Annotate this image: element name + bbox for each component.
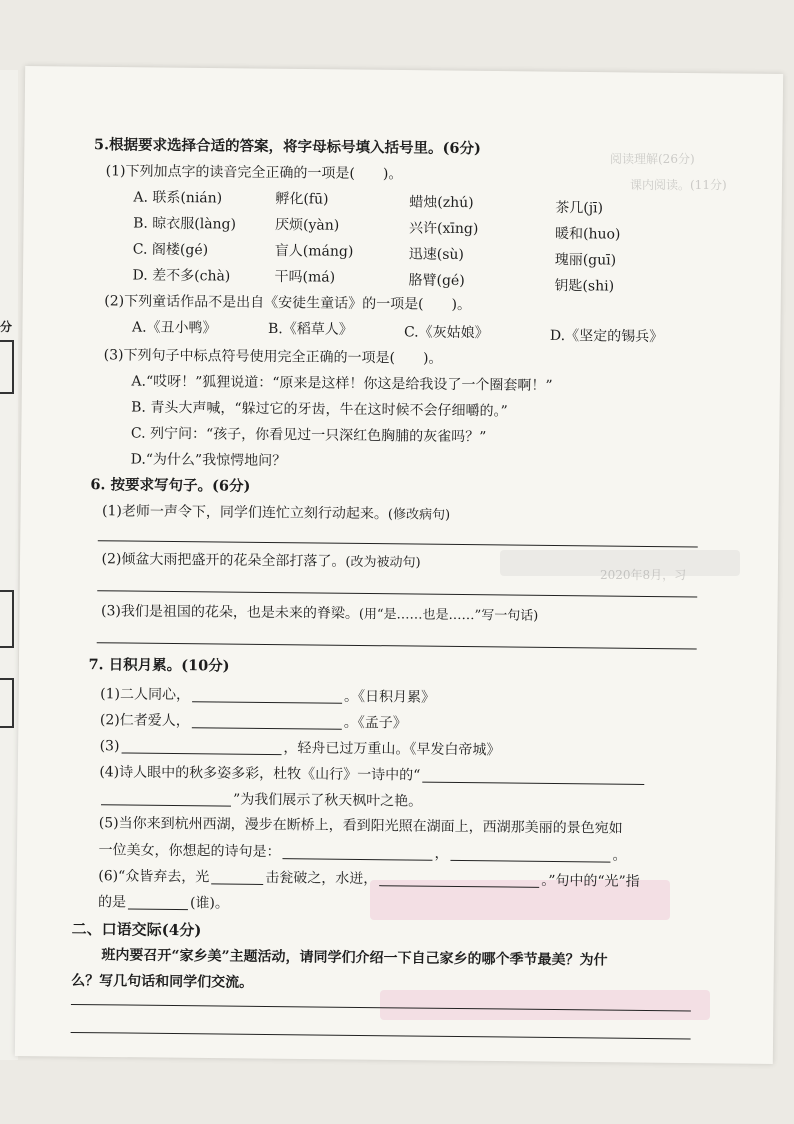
q5-sub2: (2)下列童话作品不是出自《安徒生童话》的一项是( )。 — [104, 293, 472, 314]
q5-option-c4: 瑰丽(guī) — [554, 251, 617, 269]
q7-item2-source: 。《孟子》 — [343, 714, 407, 732]
q5-sub1: (1)下列加点字的读音完全正确的一项是( )。 — [105, 163, 403, 183]
oral-prompt-line2: 么？写几句话和同学们交流。 — [71, 972, 254, 991]
fill-blank[interactable] — [101, 790, 231, 806]
q7-item5-text: 一位美女，你想起的诗句是： — [98, 842, 281, 861]
q7-item5-end: 。 — [612, 847, 627, 864]
fill-blank[interactable] — [121, 738, 281, 755]
q6-sentence1-hint: (修改病句) — [387, 507, 451, 523]
q6-sentence2-hint: (改为被动句) — [345, 554, 421, 571]
oral-prompt-line1: 班内要召开“家乡美”主题活动，请同学们介绍一下自己家乡的哪个季节最美？为什 — [101, 947, 608, 969]
margin-box — [0, 678, 14, 728]
q7-item3-text: (3) — [99, 738, 120, 755]
fill-blank[interactable] — [450, 846, 610, 863]
fill-blank[interactable] — [282, 844, 432, 861]
q7-item6-mid: 击瓮破之，水迸， — [265, 869, 378, 888]
fill-blank[interactable] — [192, 713, 342, 730]
q7-item6-end: 。”句中的“光”指 — [541, 872, 640, 890]
q5-sub3-option-c: C. 列宁问：“孩子，你看见过一只深红色胸脯的灰雀吗？” — [130, 425, 487, 446]
q5-option-a3: 蜡烛(zhú) — [409, 194, 474, 212]
q5-option-b3: 兴许(xīng) — [408, 220, 479, 238]
q5-option-a1: A. 联系(nián) — [133, 189, 223, 207]
fill-blank[interactable] — [379, 871, 539, 888]
q7-item5: (5)当你来到杭州西湖，漫步在断桥上，看到阳光照在湖面上，西湖那美丽的景色宛如 — [98, 815, 623, 837]
q5-option-d1: D. 差不多(chà) — [132, 267, 231, 285]
bleed-text: 课内阅读。(11分) — [630, 178, 727, 192]
q7-title: 7. 日积月累。(10分) — [88, 656, 230, 675]
q5-sub2-option-d: D.《坚定的锡兵》 — [549, 327, 664, 346]
margin-box — [0, 590, 14, 648]
q6-sentence3-hint: (用“是……也是……”写一句话) — [358, 606, 539, 624]
q5-option-b2: 厌烦(yàn) — [275, 217, 340, 234]
q6-sentence2 — [102, 552, 421, 569]
q6-sentence2-text: (2)倾盆大雨把盛开的花朵全部打落了。 — [101, 551, 346, 570]
q7-item6-text: (6)“众皆弃去，光 — [98, 868, 210, 886]
q5-option-a4: 茶几(jī) — [555, 199, 604, 217]
section-oral-title: 二、口语交际(4分) — [71, 919, 202, 940]
q5-option-c2: 盲人(máng) — [274, 243, 354, 260]
bleed-text: 2020年8月，习 — [600, 568, 687, 582]
q5-option-c1: C. 阁楼(gé) — [132, 241, 209, 259]
q5-option-c3: 迅速(sù) — [408, 246, 465, 264]
q6-sentence1 — [102, 504, 450, 522]
q5-option-a2: 孵化(fū) — [275, 191, 329, 208]
q7-item6-who: (谁)。 — [189, 895, 230, 912]
q7-item1-text: (1)二人同心， — [100, 686, 191, 704]
q5-option-b4: 暖和(huo) — [554, 225, 621, 243]
q5-sub2-option-c: C.《灰姑娘》 — [403, 324, 489, 342]
q5-sub3-option-b: B. 青头大声喊，“躲过它的牙齿，牛在这时候不会仔细嚼的。” — [131, 399, 508, 420]
q5-option-b1: B. 晾衣服(làng) — [133, 215, 237, 233]
q5-option-d2: 干吗(má) — [274, 269, 336, 286]
q6-sentence3-text: (3)我们是祖国的花朵，也是未来的脊梁。 — [100, 603, 359, 622]
q7-item4-text: (4)诗人眼中的秋多姿多彩，杜牧《山行》一诗中的“ — [99, 764, 421, 784]
q7-item1 — [100, 686, 435, 705]
q5-option-d4: 钥匙(shi) — [554, 277, 615, 295]
q5-sub3-option-a: A.“哎呀！”狐狸说道：“原来是这样！你这是给我设了一个圈套啊！” — [131, 373, 553, 394]
q7-item5-comma: ， — [434, 845, 449, 862]
fill-blank[interactable] — [192, 687, 342, 704]
q7-item6-cont-text: 的是 — [97, 894, 127, 911]
q7-item6-cont — [98, 894, 229, 910]
q5-title: 5.根据要求选择合适的答案，将字母标号填入括号里。(6分) — [93, 136, 481, 158]
fill-blank[interactable] — [422, 768, 644, 785]
margin-score-char: 分 — [0, 320, 13, 334]
q7-item1-source: 。《日积月累》 — [343, 688, 436, 706]
q6-sentence1-text: (1)老师一声令下，同学们连忙立刻行动起来。 — [102, 503, 389, 523]
q6-title: 6. 按要求写句子。(6分) — [90, 476, 251, 495]
fill-blank[interactable] — [128, 895, 188, 911]
q7-item4-tail: ”为我们展示了秋天枫叶之艳。 — [232, 791, 423, 810]
q7-item2 — [100, 712, 407, 730]
fill-blank[interactable] — [211, 869, 263, 885]
q5-sub2-option-b: B.《稻草人》 — [267, 320, 353, 338]
q5-sub3-option-d: D.“为什么”我惊愕地问？ — [130, 451, 287, 470]
q5-sub3: (3)下列句子中标点符号使用完全正确的一项是( )。 — [103, 347, 443, 367]
bleed-text: 阅读理解(26分) — [610, 152, 695, 166]
left-margin-strip — [0, 70, 18, 1060]
q5-option-d3: 胳臂(gé) — [408, 272, 465, 290]
stain — [380, 990, 710, 1020]
q5-sub2-option-a: A.《丑小鸭》 — [131, 319, 217, 337]
margin-box — [0, 340, 14, 394]
q7-item3-source: ，轻舟已过万重山。《早发白帝城》 — [283, 740, 501, 759]
q7-item2-text: (2)仁者爱人， — [99, 712, 190, 730]
